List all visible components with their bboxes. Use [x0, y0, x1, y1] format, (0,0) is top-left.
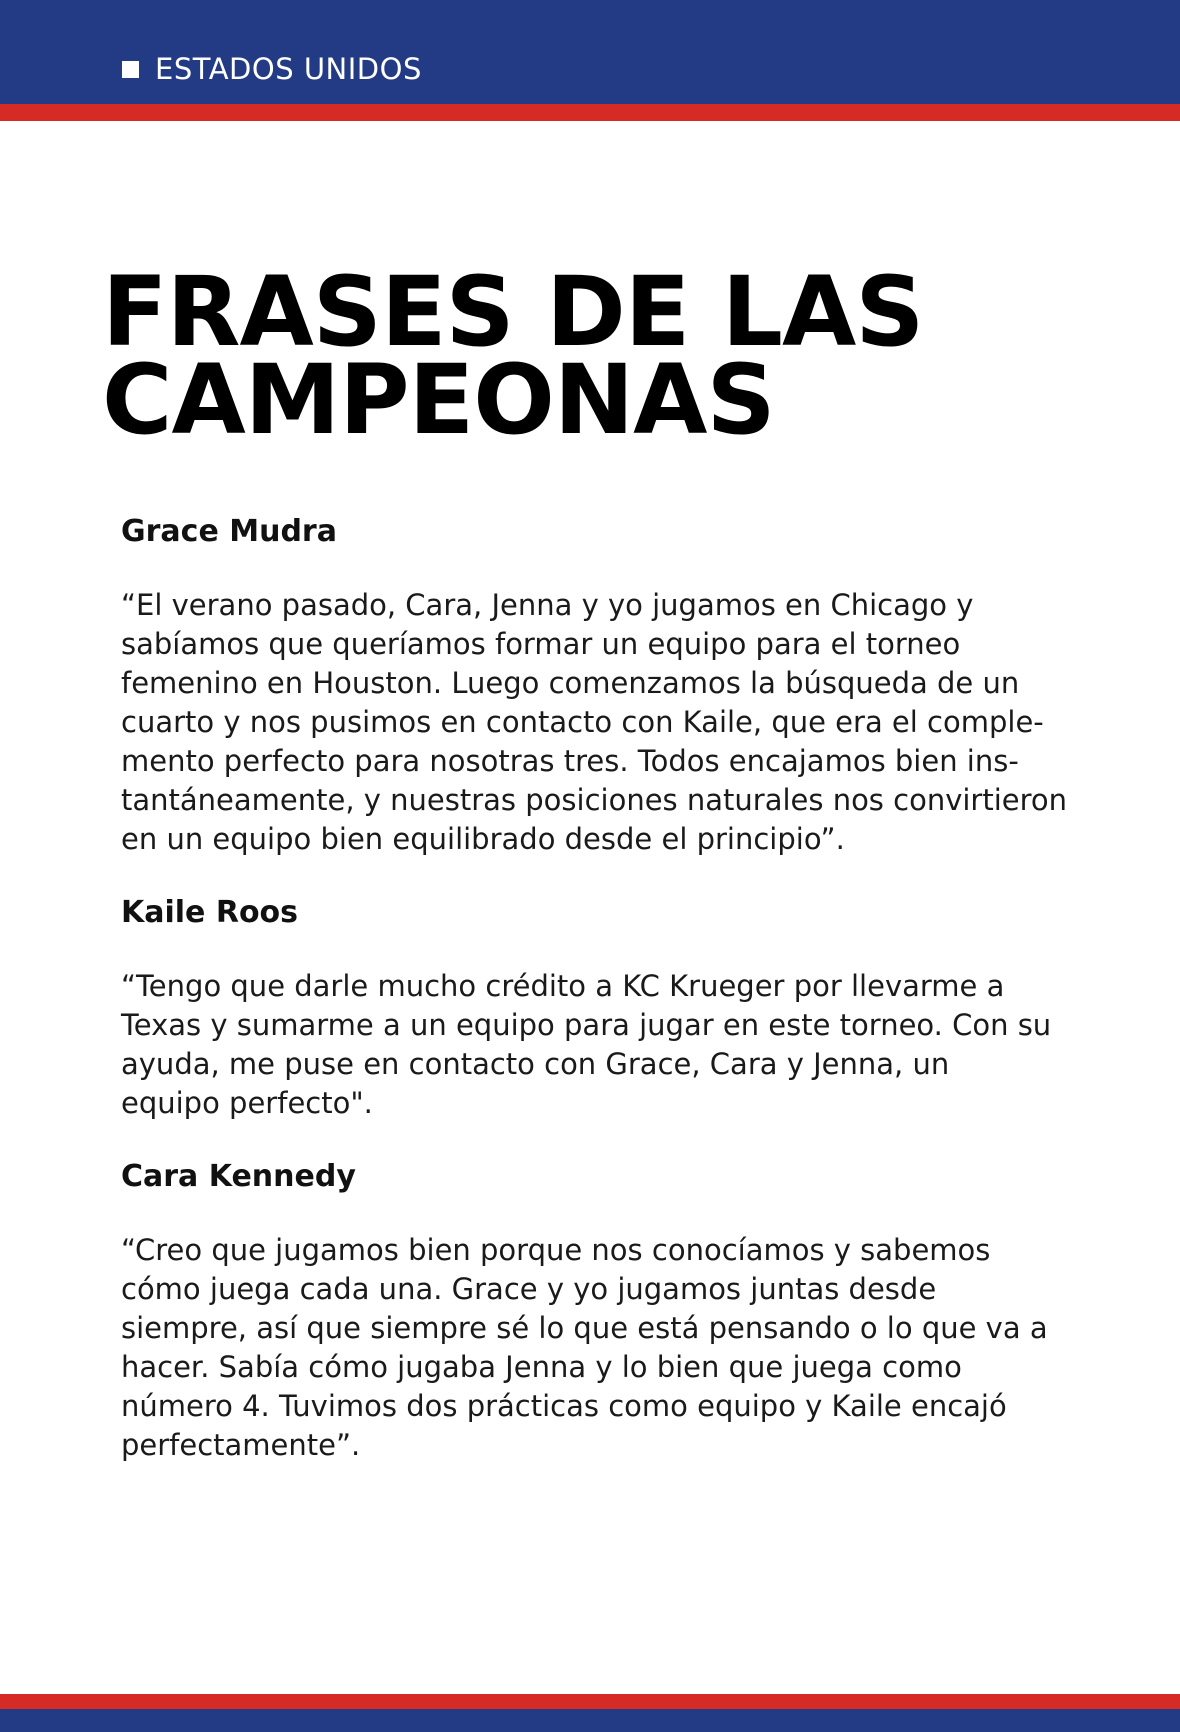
quote-block-kaile-roos — [121, 893, 1121, 1123]
page-title — [102, 256, 924, 456]
page-title-line-1: FRASES DE LAS — [102, 256, 924, 368]
footer-band — [0, 1709, 1180, 1732]
quotes-section — [121, 512, 1121, 1499]
footer-red-stripe — [0, 1694, 1180, 1709]
section-label-text: ESTADOS UNIDOS — [155, 52, 422, 86]
page-title-line-2: CAMPEONAS — [102, 344, 775, 456]
quote-text: “Tengo que darle mucho crédito a KC Krueger por llevarme a Texas y sumarme a un equipo para jugar en este torneo. Con su ayuda, me puse en contacto con Grace, Cara y Jenna, un equipo perfecto". — [121, 969, 1052, 1120]
quote-text: “Creo que jugamos bien porque nos conocíamos y sabemos cómo juega cada una. Grace y yo jugamos juntas desde siempre, así que siempre sé lo que está pensando o lo que va a hacer. Sabía cómo jugaba Jenna y lo bien que juega como número 4. Tuvimos dos prácticas como equipo y Kaile encajó perfectamente”. — [121, 1233, 1048, 1462]
header-red-stripe — [0, 104, 1180, 121]
quote-block-grace-mudra — [121, 512, 1121, 859]
quote-text: “El verano pasado, Cara, Jenna y yo jugamos en Chicago y sabíamos que queríamos formar un equipo para el torneo femenino en Houston. Luego comenzamos la búsqueda de un cuarto y nos pusimos en contacto con Kaile, que era el comple- mento perfecto para nosotras tres. Todos encajamos bien ins- tantáneamente, y nuestras posiciones naturales nos convirtieron en un equipo bien equilibrado desde el principio”. — [121, 588, 1068, 856]
section-label — [122, 49, 422, 89]
quote-block-cara-kennedy — [121, 1157, 1121, 1465]
speaker-name: Kaile Roos — [121, 895, 299, 930]
speaker-name: Cara Kennedy — [121, 1159, 356, 1194]
square-bullet-icon — [122, 61, 139, 78]
speaker-name: Grace Mudra — [121, 514, 337, 549]
